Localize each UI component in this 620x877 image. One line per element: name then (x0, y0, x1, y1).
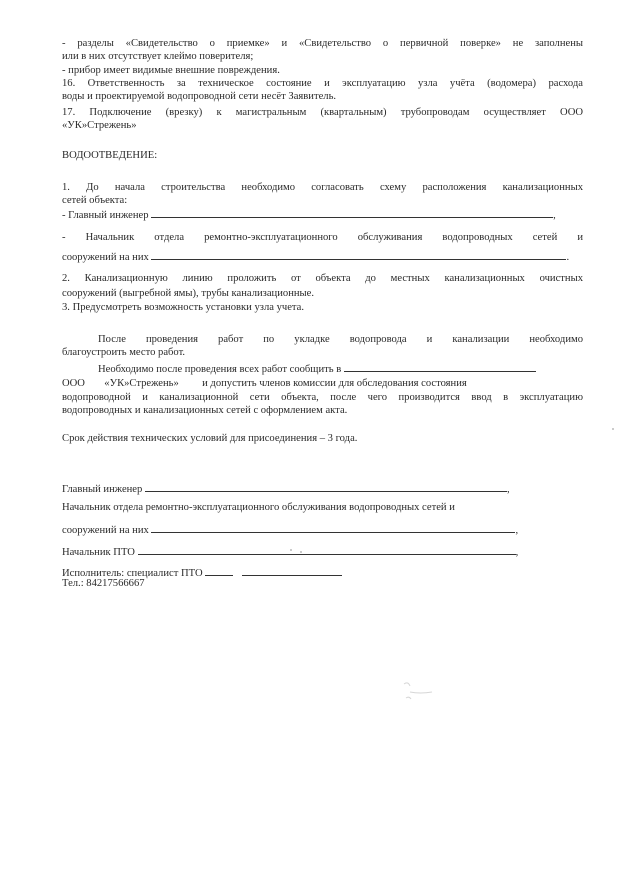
blank-line (151, 208, 553, 218)
scan-speck (290, 549, 292, 551)
scan-speck (612, 428, 614, 430)
signature-head-pto (62, 545, 518, 559)
text-segment: «УК»Стрежень» (104, 378, 179, 389)
field-label: сооружений на них (62, 252, 149, 263)
text-line: 17. Подключение (врезку) к магистральным (квартальным) трубопроводам осуществляет ООО (62, 107, 583, 118)
text-line: 2. Канализационную линию проложить от объекта до местных канализационных очистных (62, 273, 583, 284)
signature-field-head (62, 250, 569, 264)
field-label: сооружений на них (62, 525, 149, 536)
text-line: воды и проектируемой водопроводной сети несёт Заявитель. (62, 91, 337, 102)
signature-chief-engineer (62, 482, 510, 496)
text-line: Начальник отдела ремонтно-эксплуатационного обслуживания водопроводных сетей и (62, 502, 455, 513)
field-end: , (515, 547, 519, 558)
text-line: 1. До начала строительства необходимо согласовать схему расположения канализационных (62, 182, 583, 193)
executor-phone: Тел.: 84217566667 (62, 578, 145, 589)
text-line: «УК»Стрежень» (62, 120, 137, 131)
text-line: После проведения работ по укладке водопровода и канализации необходимо (98, 334, 583, 345)
blank-line (242, 566, 342, 576)
notify-line (98, 362, 536, 376)
text-line: водопроводной и канализационной сети объекта, после чего производится ввод в эксплуатацию (62, 392, 583, 403)
field-end: , (515, 525, 519, 536)
text-line: 16. Ответственность за техническое состояние и эксплуатацию узла учёта (водомера) расхода (62, 78, 583, 89)
text-segment: Необходимо после проведения всех работ сообщить в (98, 364, 342, 375)
text-line: водопроводных и канализационных сетей с оформлением акта. (62, 405, 348, 416)
text-line: благоустроить место работ. (62, 347, 186, 358)
section-title: ВОДООТВЕДЕНИЕ: (62, 150, 158, 161)
field-label: Начальник ПТО (62, 547, 135, 558)
field-label: - Главный инженер (62, 210, 149, 221)
text-line: или в них отсутствует клеймо поверителя; (62, 51, 254, 62)
field-end: . (566, 252, 570, 263)
text-line: сетей объекта: (62, 195, 128, 206)
blank-line (205, 566, 233, 576)
text-line: - разделы «Свидетельство о приемке» и «Свидетельство о первичной поверке» не заполнены (62, 38, 583, 49)
text-line (62, 378, 467, 390)
blank-line (138, 545, 516, 555)
field-end: , (553, 210, 556, 221)
scan-smudge (400, 678, 440, 704)
text-line: - Начальник отдела ремонтно-эксплуатационного обслуживания водопроводных сетей и (62, 232, 583, 243)
blank-line (344, 362, 536, 372)
executor-label: Исполнитель: специалист ПТО (62, 568, 203, 579)
text-line: - прибор имеет видимые внешние повреждения. (62, 65, 280, 76)
blank-line (145, 482, 507, 492)
validity-text: Срок действия технических условий для присоединения – 3 года. (62, 433, 358, 444)
text-segment: ООО (62, 378, 85, 389)
text-segment: и допустить членов комиссии для обследования состояния (202, 378, 467, 389)
field-label: Главный инженер (62, 484, 143, 495)
text-line: сооружений (выгребной ямы), трубы канализационные. (62, 288, 314, 299)
blank-line (151, 523, 515, 533)
field-end: , (506, 484, 510, 495)
text-line: 3. Предусмотреть возможность установки узла учета. (62, 302, 305, 313)
scan-speck (300, 551, 302, 553)
blank-line (151, 250, 566, 260)
signature-field-chief (62, 208, 556, 222)
signature-head-department (62, 523, 518, 537)
